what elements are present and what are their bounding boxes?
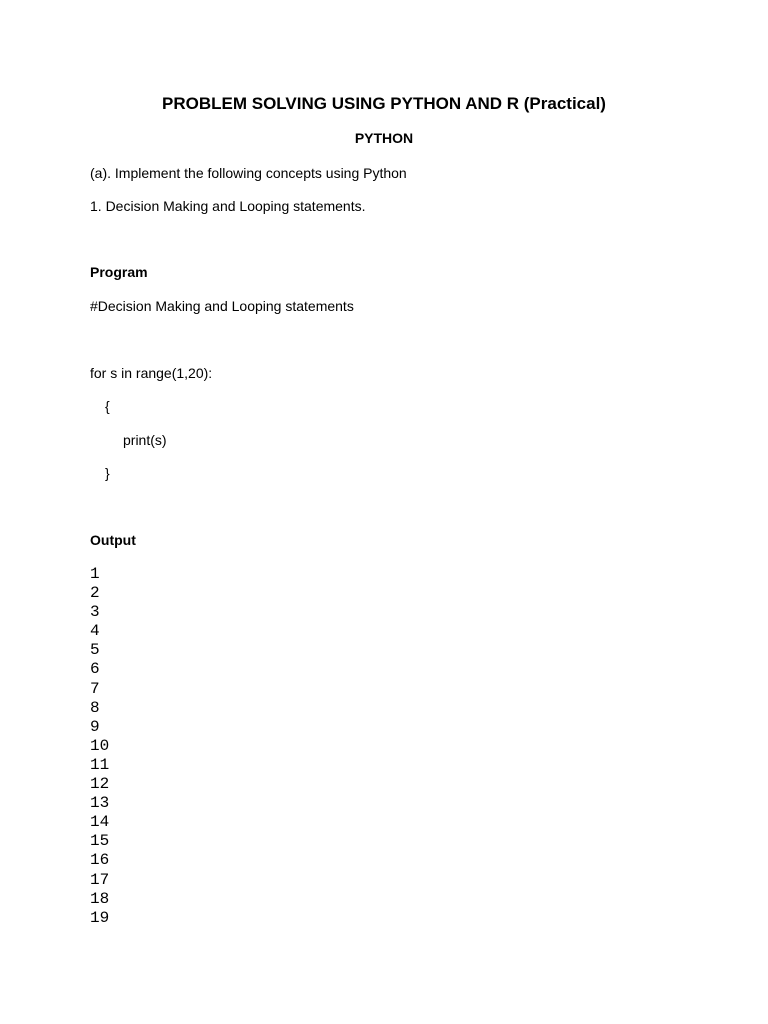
output-line: 3 [90, 603, 100, 622]
output-line: 7 [90, 679, 100, 698]
output-line: 19 [90, 908, 110, 927]
program-heading: Program [90, 264, 148, 280]
output-line: 8 [90, 698, 100, 717]
output-line: 6 [90, 660, 100, 679]
code-close-brace: } [105, 465, 110, 481]
code-for-line: for s in range(1,20): [90, 365, 213, 381]
output-line: 1 [90, 565, 100, 583]
code-print-line: print(s) [123, 432, 167, 448]
output-list [90, 565, 109, 928]
document-title: PROBLEM SOLVING USING PYTHON AND R (Practical) [162, 94, 606, 113]
section-title: PYTHON [354, 130, 414, 146]
output-line: 17 [90, 870, 110, 889]
output-heading: Output [90, 532, 136, 548]
output-line: 16 [90, 851, 110, 870]
output-line: 2 [90, 584, 100, 603]
output-line: 9 [90, 717, 100, 736]
code-comment: #Decision Making and Looping statements [90, 298, 354, 314]
output-line: 11 [90, 755, 110, 774]
output-line: 15 [90, 832, 110, 851]
output-line: 14 [90, 813, 110, 832]
output-line: 18 [90, 889, 110, 908]
intro-text: (a). Implement the following concepts using Python [90, 165, 407, 181]
output-line: 10 [90, 736, 110, 755]
output-line: 5 [90, 641, 100, 660]
code-open-brace: { [105, 398, 110, 414]
output-line: 4 [90, 622, 100, 641]
output-line: 13 [90, 794, 110, 813]
output-line: 12 [90, 775, 110, 794]
exercise-item: 1. Decision Making and Looping statements. [90, 198, 366, 214]
